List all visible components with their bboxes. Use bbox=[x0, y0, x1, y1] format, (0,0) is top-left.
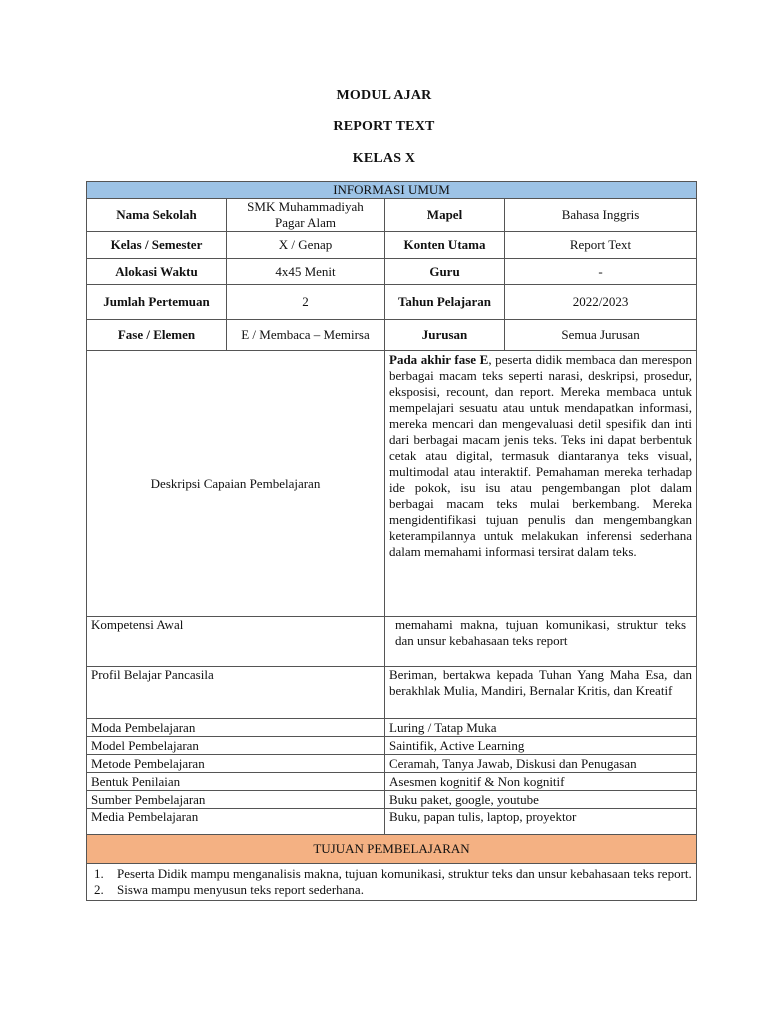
label-konten: Konten Utama bbox=[385, 232, 505, 259]
value-moda: Luring / Tatap Muka bbox=[385, 719, 697, 737]
value-fase: E / Membaca – Memirsa bbox=[227, 320, 385, 351]
doc-class-title: KELAS X bbox=[352, 151, 416, 166]
label-model: Model Pembelajaran bbox=[87, 737, 385, 755]
label-sumber: Sumber Pembelajaran bbox=[87, 791, 385, 809]
value-penilaian: Asesmen kognitif & Non kognitif bbox=[385, 773, 697, 791]
info-table bbox=[86, 181, 697, 901]
value-kompetensi: memahami makna, tujuan komunikasi, struktur teks dan unsur kebahasaan teks report bbox=[385, 617, 697, 667]
list-item-text: Peserta Didik mampu menganalisis makna, tujuan komunikasi, struktur teks dan unsur kebahasaan teks report. bbox=[117, 866, 692, 881]
value-mapel: Bahasa Inggris bbox=[505, 199, 697, 232]
label-jurusan: Jurusan bbox=[385, 320, 505, 351]
list-item-number: 1. bbox=[94, 866, 104, 881]
list-item bbox=[91, 882, 692, 898]
label-alokasi: Alokasi Waktu bbox=[87, 259, 227, 285]
tujuan-list bbox=[91, 864, 692, 900]
doc-title: MODUL AJAR bbox=[336, 88, 432, 103]
value-jurusan: Semua Jurusan bbox=[505, 320, 697, 351]
label-nama-sekolah: Nama Sekolah bbox=[87, 199, 227, 232]
label-mapel: Mapel bbox=[385, 199, 505, 232]
value-media: Buku, papan tulis, laptop, proyektor bbox=[385, 809, 697, 835]
value-konten: Report Text bbox=[505, 232, 697, 259]
label-penilaian: Bentuk Penilaian bbox=[87, 773, 385, 791]
label-capaian: Deskripsi Capaian Pembelajaran bbox=[87, 351, 385, 617]
value-metode: Ceramah, Tanya Jawab, Diskusi dan Penugasan bbox=[385, 755, 697, 773]
value-profil: Beriman, bertakwa kepada Tuhan Yang Maha Esa, dan berakhlak Mulia, Mandiri, Bernalar Kritis, dan Kreatif bbox=[385, 667, 697, 719]
label-profil: Profil Belajar Pancasila bbox=[87, 667, 385, 719]
value-guru: - bbox=[505, 259, 697, 285]
capaian-text: , peserta didik membaca dan merespon berbagai macam teks seperti narasi, deskripsi, prosedur, eksposisi, recount, dan report. Mereka membaca untuk mempelajari sesuatu atau untuk mendapatkan informasi, mereka mencari dan mengevaluasi detil spesifik dan inti dari berbagai macam jenis teks. Teks ini dapat berbentuk cetak atau digital, termasuk diantaranya teks visual, multimodal atau interaktif. Pemahaman mereka terhadap ide pokok, isu isu atau pengembangan plot dalam berbagai macam teks mulai berkembang. Mereka mengidentifikasi tujuan penulis dan mengembangkan keterampilannya untuk melakukan inferensi sederhana dalam memahami informasi tersirat dalam teks. bbox=[389, 352, 693, 559]
label-fase: Fase / Elemen bbox=[87, 320, 227, 351]
tujuan-header: TUJUAN PEMBELAJARAN bbox=[87, 835, 697, 864]
list-item bbox=[91, 866, 692, 882]
value-alokasi: 4x45 Menit bbox=[227, 259, 385, 285]
label-kelas: Kelas / Semester bbox=[87, 232, 227, 259]
label-tahun: Tahun Pelajaran bbox=[385, 285, 505, 320]
label-metode: Metode Pembelajaran bbox=[87, 755, 385, 773]
info-header: INFORMASI UMUM bbox=[87, 182, 697, 199]
value-jumlah: 2 bbox=[227, 285, 385, 320]
doc-subtitle: REPORT TEXT bbox=[333, 119, 435, 134]
tujuan-list-cell bbox=[87, 864, 697, 901]
list-item-text: Siswa mampu menyusun teks report sederhana. bbox=[117, 882, 364, 897]
value-capaian bbox=[385, 351, 697, 617]
value-tahun: 2022/2023 bbox=[505, 285, 697, 320]
value-kelas: X / Genap bbox=[227, 232, 385, 259]
label-guru: Guru bbox=[385, 259, 505, 285]
label-kompetensi: Kompetensi Awal bbox=[87, 617, 385, 667]
capaian-lead: Pada akhir fase E bbox=[389, 352, 489, 367]
label-jumlah: Jumlah Pertemuan bbox=[87, 285, 227, 320]
value-sumber: Buku paket, google, youtube bbox=[385, 791, 697, 809]
list-item-number: 2. bbox=[94, 882, 104, 897]
value-nama-sekolah: SMK Muhammadiyah Pagar Alam bbox=[227, 199, 385, 232]
value-model: Saintifik, Active Learning bbox=[385, 737, 697, 755]
label-moda: Moda Pembelajaran bbox=[87, 719, 385, 737]
label-media: Media Pembelajaran bbox=[87, 809, 385, 835]
